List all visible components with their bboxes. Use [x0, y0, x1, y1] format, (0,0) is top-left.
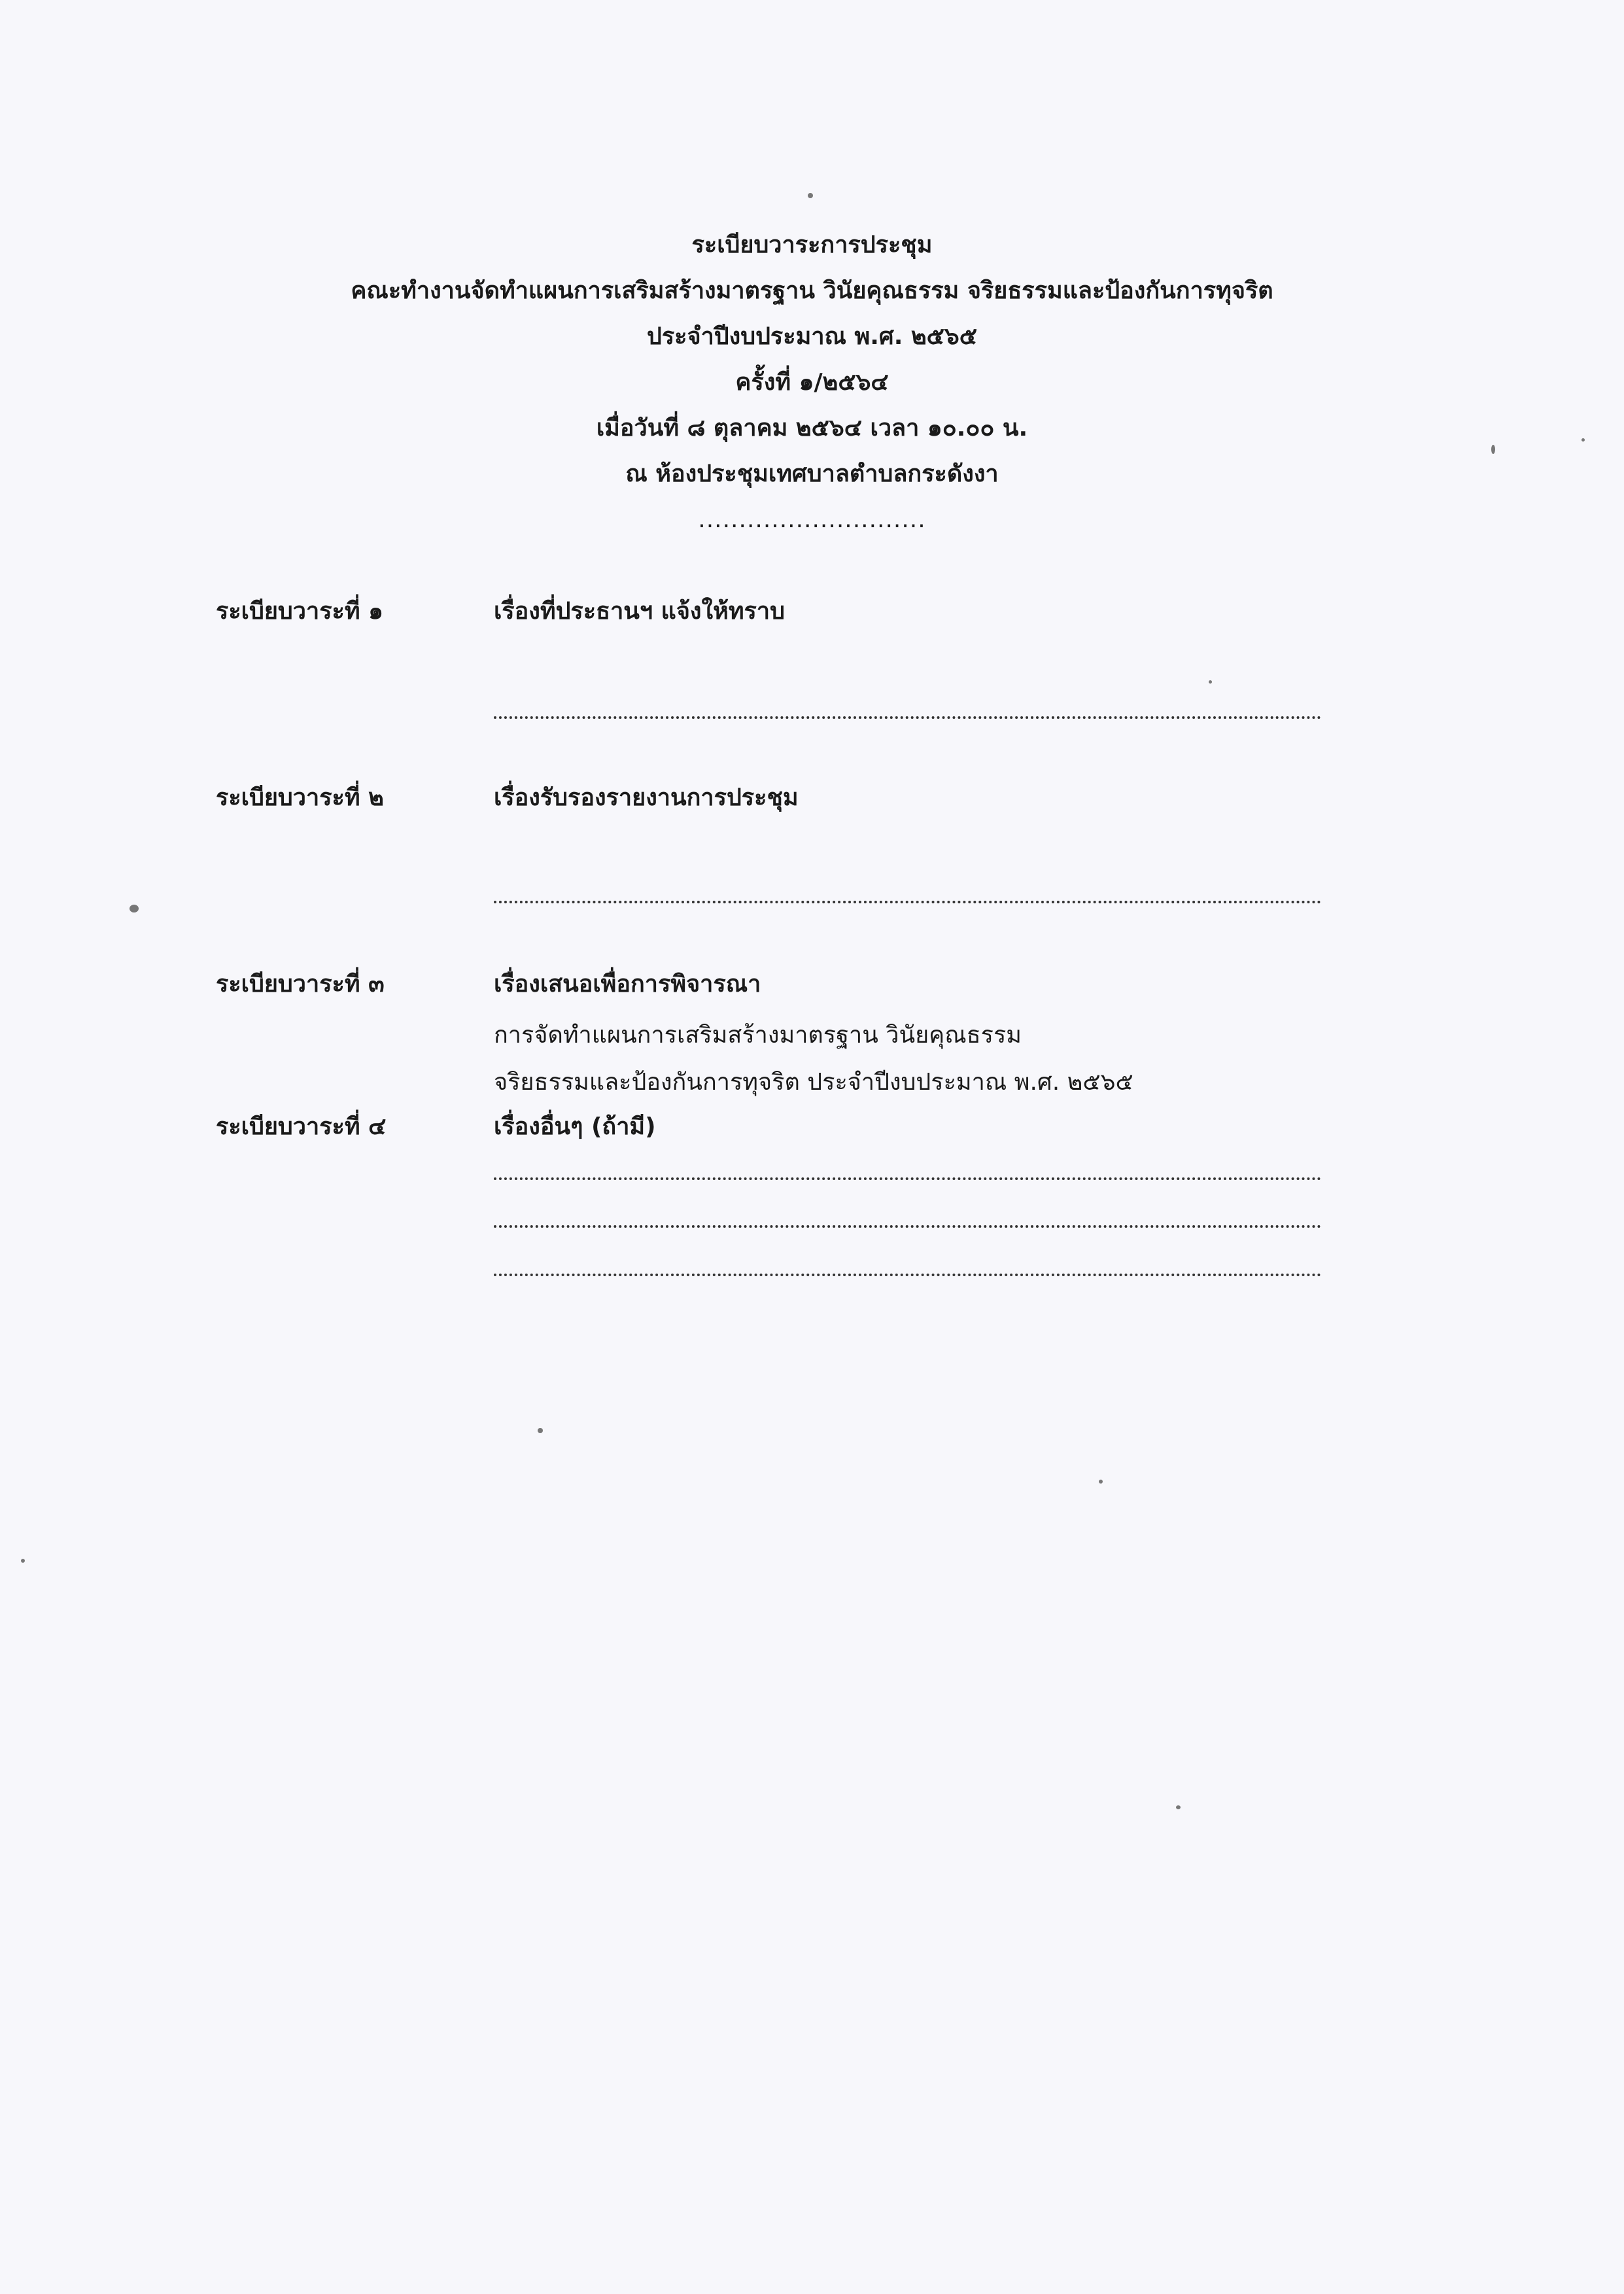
agenda-item-topic: เรื่องรับรองรายงานการประชุม: [494, 784, 799, 811]
blank-line: [494, 1177, 1321, 1180]
scan-speck: [1581, 438, 1585, 442]
agenda-item-label: ระเบียบวาระที่ ๑: [216, 598, 383, 625]
agenda-item-topic: เรื่องอื่นๆ (ถ้ามี): [494, 1113, 656, 1140]
meeting-venue: ณ ห้องประชุมเทศบาลตำบลกระดังงา: [625, 461, 999, 487]
agenda-item-topic: เรื่องที่ประธานฯ แจ้งให้ทราบ: [494, 598, 785, 625]
scan-speck: [538, 1428, 543, 1433]
scan-speck: [21, 1559, 25, 1563]
agenda-item-detail: การจัดทำแผนการเสริมสร้างมาตรฐาน วินัยคุณธรรม: [494, 1022, 1022, 1049]
agenda-item-label: ระเบียบวาระที่ ๓: [216, 971, 385, 998]
document-header: [0, 222, 1624, 543]
meeting-date-time: เมื่อวันที่ ๘ ตุลาคม ๒๕๖๔ เวลา ๑๐.๐๐ น.: [596, 415, 1028, 442]
document-title: ระเบียบวาระการประชุม: [691, 232, 933, 258]
header-separator: ............................: [698, 506, 926, 533]
blank-line: [494, 716, 1321, 719]
blank-line: [494, 1274, 1321, 1276]
fiscal-year: ประจำปีงบประมาณ พ.ศ. ๒๕๖๕: [646, 323, 978, 350]
blank-line: [494, 901, 1321, 903]
committee-name: คณะทำงานจัดทำแผนการเสริมสร้างมาตรฐาน วินัยคุณธรรม จริยธรรมและป้องกันการทุจริต: [351, 277, 1273, 304]
agenda-item-label: ระเบียบวาระที่ ๔: [216, 1113, 387, 1140]
scan-speck: [130, 905, 139, 912]
scan-speck: [1491, 445, 1495, 454]
scan-speck: [808, 193, 813, 198]
session-number: ครั้งที่ ๑/๒๕๖๔: [735, 369, 889, 396]
blank-line: [494, 1225, 1321, 1228]
agenda-item-detail: จริยธรรมและป้องกันการทุจริต ประจำปีงบประมาณ พ.ศ. ๒๕๖๕: [494, 1069, 1133, 1096]
scan-speck: [1099, 1480, 1103, 1484]
scan-speck: [1209, 680, 1212, 684]
agenda-item-label: ระเบียบวาระที่ ๒: [216, 784, 384, 811]
agenda-item-topic: เรื่องเสนอเพื่อการพิจารณา: [494, 971, 761, 998]
scan-speck: [1176, 1805, 1181, 1809]
